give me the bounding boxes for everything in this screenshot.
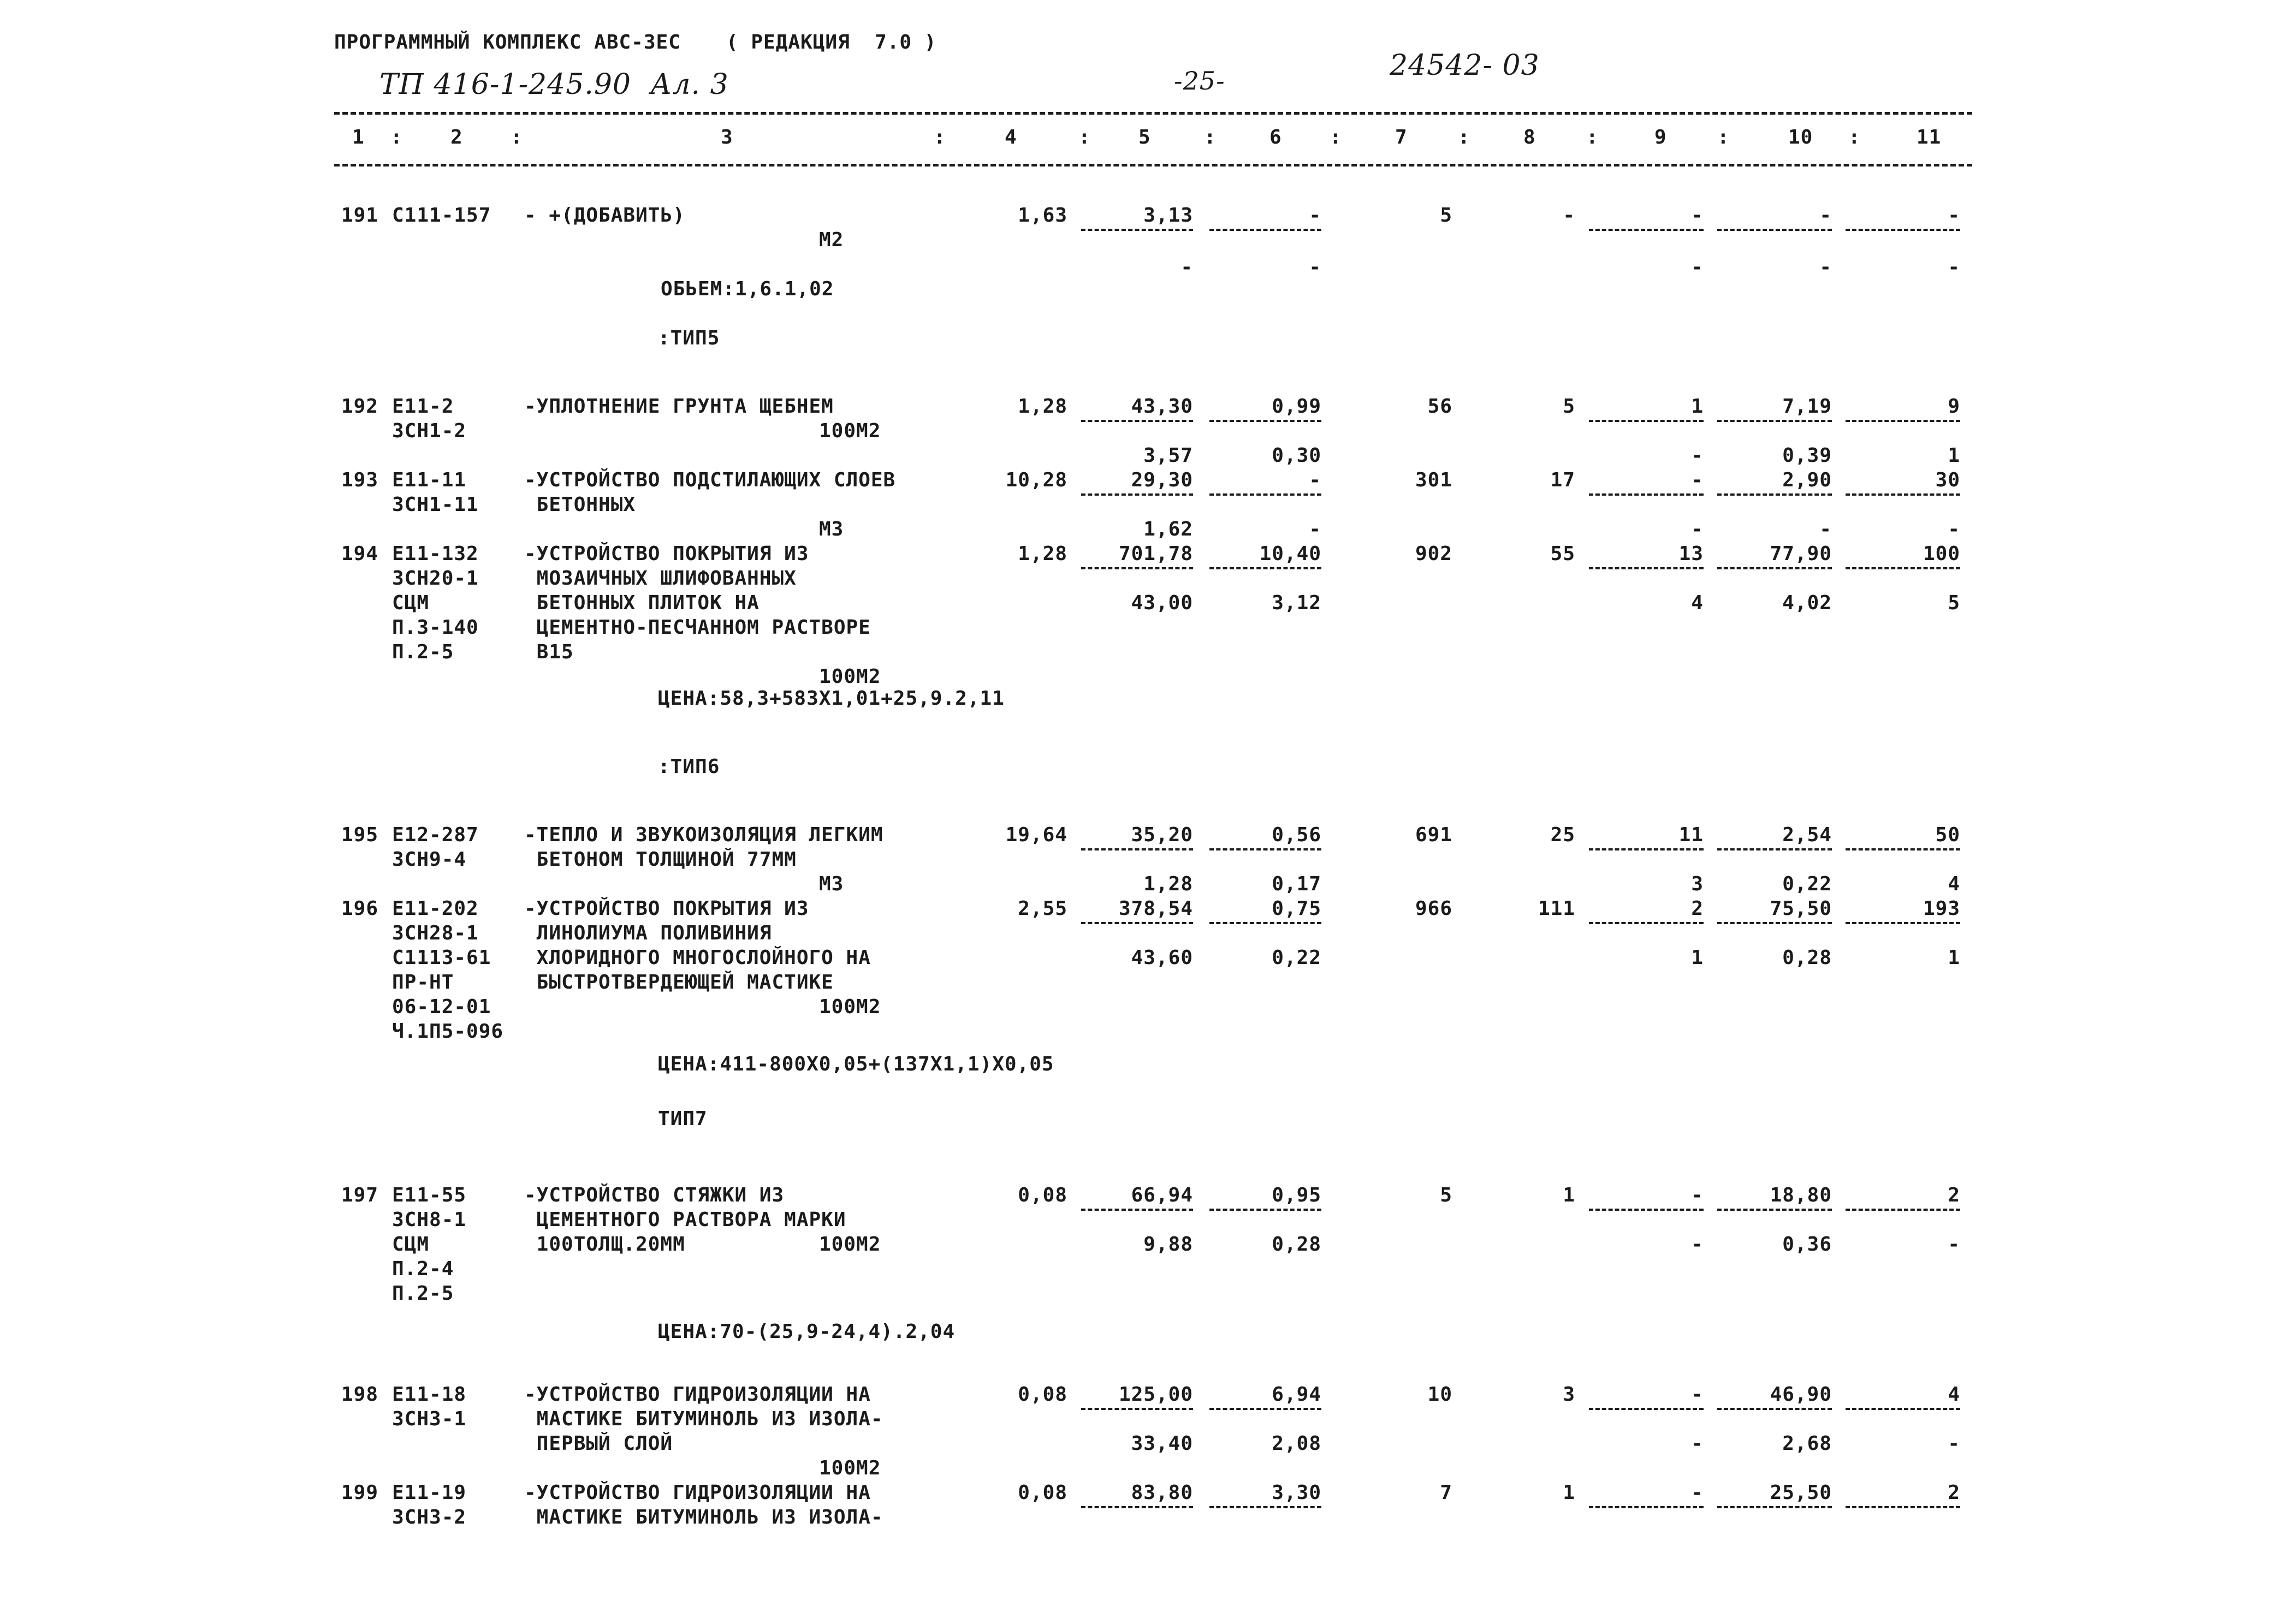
norm-code: Ч.1П5-096 <box>392 1020 504 1043</box>
norm-code: Е11-19 <box>392 1482 467 1504</box>
value-col-5: 43,30 <box>1131 395 1193 418</box>
price-note: ЦЕНА:70-(25,9-24,4).2,04 <box>658 1320 956 1343</box>
work-description: -УПЛОТНЕНИЕ ГРУНТА ЩЕБНЕМ <box>524 395 834 418</box>
fraction-rule <box>1081 1408 1193 1410</box>
norm-code: ЗСН3-1 <box>392 1408 467 1430</box>
value-col-4: 19,64 <box>1005 824 1067 846</box>
value-col-11: - <box>1948 1432 1960 1455</box>
value-col-9: 1 <box>1691 947 1704 969</box>
norm-code: СЦМ <box>392 1233 430 1256</box>
work-description: -ТЕПЛО И ЗВУКОИЗОЛЯЦИЯ ЛЕГКИМ <box>524 824 883 846</box>
value-col-9: 4 <box>1691 592 1704 614</box>
value-col-4: 0,08 <box>1018 1383 1067 1406</box>
fraction-rule <box>1846 567 1960 569</box>
norm-code: ЗСН20-1 <box>392 567 479 590</box>
value-col-5: 3,13 <box>1143 204 1193 227</box>
norm-code: Е11-132 <box>392 543 479 565</box>
value-col-4: 1,63 <box>1018 204 1067 227</box>
value-col-8: 55 <box>1550 543 1575 565</box>
item-number: 196 <box>341 897 379 920</box>
fraction-rule <box>1589 1209 1704 1211</box>
value-col-4: 1,28 <box>1018 543 1067 565</box>
value-col-9: - <box>1691 1482 1704 1504</box>
value-col-6: - <box>1309 469 1321 491</box>
value-col-11: 5 <box>1948 592 1960 614</box>
fraction-rule <box>1589 922 1704 924</box>
fraction-rule <box>1846 229 1960 231</box>
value-col-10: 18,80 <box>1770 1184 1832 1206</box>
value-col-9: - <box>1691 1383 1704 1406</box>
norm-code: П.3-140 <box>392 616 479 639</box>
fraction-rule <box>1717 229 1832 231</box>
price-note: :ТИП6 <box>658 756 720 778</box>
fraction-rule <box>1209 420 1321 422</box>
value-col-6: - <box>1309 518 1321 540</box>
work-description: - +(ДОБАВИТЬ) <box>524 204 685 227</box>
norm-code: ЗСН1-2 <box>392 420 467 442</box>
value-col-11: 4 <box>1948 873 1960 895</box>
column-header-7: 7 <box>1395 126 1408 148</box>
work-description: В15 <box>524 641 574 663</box>
column-header-3: 3 <box>721 126 733 148</box>
document-code: 24542- 03 <box>1390 49 1540 82</box>
fraction-rule <box>1589 493 1704 496</box>
fraction-rule <box>1081 567 1193 569</box>
fraction-rule <box>1717 420 1832 422</box>
price-note: :ТИП5 <box>658 327 720 349</box>
value-col-8: 111 <box>1538 897 1575 920</box>
value-col-5: - <box>1180 256 1193 278</box>
value-col-9: - <box>1691 1432 1704 1455</box>
fraction-rule <box>1846 1408 1960 1410</box>
item-number: 192 <box>341 395 379 418</box>
column-header-2: 2 <box>450 126 463 148</box>
document-reference: ТП 416-1-245.90 Ал. 3 <box>379 68 729 101</box>
norm-code: Е11-2 <box>392 395 454 418</box>
column-header-8: 8 <box>1523 126 1536 148</box>
fraction-rule <box>1717 922 1832 924</box>
value-col-7: 5 <box>1440 204 1452 227</box>
work-description: -УСТРОЙСТВО СТЯЖКИ ИЗ <box>524 1184 785 1206</box>
column-header-4: 4 <box>1005 126 1017 148</box>
fraction-rule <box>1846 420 1960 422</box>
program-title: ПРОГРАММНЫЙ КОМПЛЕКС АВС-ЗЕС <box>334 31 681 53</box>
value-col-11: 2 <box>1948 1482 1960 1504</box>
value-col-7: 902 <box>1415 543 1452 565</box>
value-col-7: 301 <box>1415 469 1452 491</box>
header-bottom-rule <box>334 164 1972 166</box>
item-number: 198 <box>341 1383 379 1406</box>
work-description: 100ТОЛЩ.20ММ <box>524 1233 685 1256</box>
value-col-5: 378,54 <box>1118 897 1193 920</box>
value-col-6: 0,99 <box>1272 395 1321 418</box>
value-col-11: 9 <box>1948 395 1960 418</box>
value-col-6: 0,30 <box>1272 444 1321 467</box>
fraction-rule <box>1081 848 1193 850</box>
value-col-7: 10 <box>1427 1383 1452 1406</box>
value-col-5: 9,88 <box>1143 1233 1193 1256</box>
item-number: 199 <box>341 1482 379 1504</box>
fraction-rule <box>1717 1408 1832 1410</box>
column-separator: : <box>511 126 523 148</box>
norm-code: Е11-18 <box>392 1383 467 1406</box>
column-separator: : <box>1717 126 1730 148</box>
value-col-4: 2,55 <box>1018 897 1067 920</box>
value-col-7: 56 <box>1427 395 1452 418</box>
value-col-10: 75,50 <box>1770 897 1832 920</box>
column-separator: : <box>390 126 403 148</box>
value-col-5: 701,78 <box>1118 543 1193 565</box>
fraction-rule <box>1209 229 1321 231</box>
work-description: ХЛОРИДНОГО МНОГОСЛОЙНОГО НА <box>524 947 871 969</box>
edition-label: ( РЕДАКЦИЯ 7.0 ) <box>726 31 937 53</box>
norm-code: Е11-55 <box>392 1184 467 1206</box>
value-col-10: 0,36 <box>1782 1233 1832 1256</box>
value-col-10: 2,68 <box>1782 1432 1832 1455</box>
fraction-rule <box>1589 420 1704 422</box>
value-col-5: 43,00 <box>1131 592 1193 614</box>
fraction-rule <box>1846 1506 1960 1508</box>
work-description: БЕТОНОМ ТОЛЩИНОЙ 77ММ <box>524 848 797 871</box>
work-description: МОЗАИЧНЫХ ШЛИФОВАННЫХ <box>524 567 797 590</box>
value-col-11: 50 <box>1935 824 1960 846</box>
value-col-6: 3,12 <box>1272 592 1321 614</box>
norm-code: ЗСН9-4 <box>392 848 467 871</box>
value-col-4: 10,28 <box>1005 469 1067 491</box>
value-col-6: 0,28 <box>1272 1233 1321 1256</box>
column-separator: : <box>1848 126 1861 148</box>
measure-unit: 100М2 <box>819 1233 881 1256</box>
work-description: -УСТРОЙСТВО ПОКРЫТИЯ ИЗ <box>524 543 809 565</box>
value-col-11: 2 <box>1948 1184 1960 1206</box>
value-col-10: 4,02 <box>1782 592 1832 614</box>
item-number: 195 <box>341 824 379 846</box>
value-col-11: 30 <box>1935 469 1960 491</box>
value-col-6: 0,75 <box>1272 897 1321 920</box>
column-header-5: 5 <box>1138 126 1151 148</box>
value-col-6: 2,08 <box>1272 1432 1321 1455</box>
value-col-6: 3,30 <box>1272 1482 1321 1504</box>
norm-code: Е11-202 <box>392 897 479 920</box>
fraction-rule <box>1081 1209 1193 1211</box>
value-col-6: 0,56 <box>1272 824 1321 846</box>
norm-code: С1113-61 <box>392 947 491 969</box>
value-col-10: 2,54 <box>1782 824 1832 846</box>
work-description: -УСТРОЙСТВО ГИДРОИЗОЛЯЦИИ НА <box>524 1482 871 1504</box>
value-col-5: 3,57 <box>1143 444 1193 467</box>
item-number: 193 <box>341 469 379 491</box>
work-description: МАСТИКЕ БИТУМИНОЛЬ ИЗ ИЗОЛА- <box>524 1408 883 1430</box>
norm-code: Е12-287 <box>392 824 479 846</box>
value-col-11: - <box>1948 1233 1960 1256</box>
value-col-5: 66,94 <box>1131 1184 1193 1206</box>
value-col-9: 11 <box>1678 824 1704 846</box>
column-separator: : <box>1586 126 1599 148</box>
value-col-6: 0,95 <box>1272 1184 1321 1206</box>
price-note: ТИП7 <box>658 1108 708 1130</box>
value-col-9: - <box>1691 469 1704 491</box>
fraction-rule <box>1209 922 1321 924</box>
value-col-10: 0,28 <box>1782 947 1832 969</box>
value-col-7: 691 <box>1415 824 1452 846</box>
value-col-5: 43,60 <box>1131 947 1193 969</box>
value-col-6: 6,94 <box>1272 1383 1321 1406</box>
page-number: -25- <box>1174 66 1225 96</box>
fraction-rule <box>1081 1506 1193 1508</box>
value-col-9: - <box>1691 1233 1704 1256</box>
value-col-5: 35,20 <box>1131 824 1193 846</box>
measure-unit: М2 <box>819 229 844 251</box>
measure-unit: М3 <box>819 873 844 895</box>
fraction-rule <box>1081 229 1193 231</box>
value-col-11: 100 <box>1923 543 1960 565</box>
value-col-11: - <box>1948 518 1960 540</box>
value-col-11: - <box>1948 256 1960 278</box>
value-col-4: 1,28 <box>1018 395 1067 418</box>
value-col-9: - <box>1691 444 1704 467</box>
fraction-rule <box>1717 1209 1832 1211</box>
norm-code: ЗСН28-1 <box>392 922 479 944</box>
value-col-5: 1,28 <box>1143 873 1193 895</box>
column-header-11: 11 <box>1917 126 1942 148</box>
value-col-5: 83,80 <box>1131 1482 1193 1504</box>
column-separator: : <box>1078 126 1091 148</box>
work-description: ПЕРВЫЙ СЛОЙ <box>524 1432 673 1455</box>
work-description: ЛИНОЛИУМА ПОЛИВИНИЯ <box>524 922 772 944</box>
value-col-9: - <box>1691 204 1704 227</box>
work-description: ЦЕМЕНТНО-ПЕСЧАННОМ РАСТВОРЕ <box>524 616 871 639</box>
fraction-rule <box>1846 493 1960 496</box>
value-col-9: - <box>1691 256 1704 278</box>
value-col-8: - <box>1563 204 1575 227</box>
value-col-10: 0,22 <box>1782 873 1832 895</box>
value-col-7: 7 <box>1440 1482 1452 1504</box>
fraction-rule <box>1717 567 1832 569</box>
column-header-9: 9 <box>1654 126 1667 148</box>
fraction-rule <box>1209 567 1321 569</box>
column-separator: : <box>1458 126 1470 148</box>
norm-code: ПР-НТ <box>392 971 454 994</box>
measure-unit: М3 <box>819 518 844 540</box>
fraction-rule <box>1589 229 1704 231</box>
fraction-rule <box>1846 848 1960 850</box>
column-separator: : <box>1204 126 1217 148</box>
value-col-7: 5 <box>1440 1184 1452 1206</box>
value-col-11: 193 <box>1923 897 1960 920</box>
value-col-8: 25 <box>1550 824 1575 846</box>
work-description: -УСТРОЙСТВО ПОКРЫТИЯ ИЗ <box>524 897 809 920</box>
fraction-rule <box>1209 1506 1321 1508</box>
norm-code: С111-157 <box>392 204 491 227</box>
work-description: -УСТРОЙСТВО ПОДСТИЛАЮЩИХ СЛОЕВ <box>524 469 896 491</box>
value-col-8: 1 <box>1563 1482 1575 1504</box>
norm-code: Е11-11 <box>392 469 467 491</box>
value-col-5: 29,30 <box>1131 469 1193 491</box>
fraction-rule <box>1717 493 1832 496</box>
value-col-8: 3 <box>1563 1383 1575 1406</box>
value-col-10: 2,90 <box>1782 469 1832 491</box>
item-number: 197 <box>341 1184 379 1206</box>
fraction-rule <box>1209 493 1321 496</box>
value-col-9: 2 <box>1691 897 1704 920</box>
value-col-8: 17 <box>1550 469 1575 491</box>
measure-unit: 100М2 <box>819 1457 881 1479</box>
work-description: БЫСТРОТВЕРДЕЮЩЕЙ МАСТИКЕ <box>524 971 834 994</box>
value-col-11: 1 <box>1948 444 1960 467</box>
value-col-10: 7,19 <box>1782 395 1832 418</box>
value-col-6: 10,40 <box>1259 543 1321 565</box>
work-description: ЦЕМЕНТНОГО РАСТВОРА МАРКИ <box>524 1209 846 1231</box>
value-col-4: 0,08 <box>1018 1482 1067 1504</box>
column-separator: : <box>1330 126 1342 148</box>
value-col-6: - <box>1309 256 1321 278</box>
value-col-11: - <box>1948 204 1960 227</box>
value-col-9: - <box>1691 518 1704 540</box>
value-col-10: - <box>1819 518 1832 540</box>
item-number: 194 <box>341 543 379 565</box>
fraction-rule <box>1209 848 1321 850</box>
price-note: ЦЕНА:411-800Х0,05+(137Х1,1)Х0,05 <box>658 1053 1054 1075</box>
column-header-6: 6 <box>1269 126 1282 148</box>
norm-code: ЗСН1-11 <box>392 493 479 516</box>
column-separator: : <box>934 126 946 148</box>
item-number: 191 <box>341 204 379 227</box>
measure-unit: 100М2 <box>819 420 881 442</box>
fraction-rule <box>1589 848 1704 850</box>
fraction-rule <box>1081 922 1193 924</box>
column-header-10: 10 <box>1788 126 1813 148</box>
norm-code: П.2-4 <box>392 1258 454 1280</box>
fraction-rule <box>1589 1408 1704 1410</box>
value-col-10: 77,90 <box>1770 543 1832 565</box>
fraction-rule <box>1081 493 1193 496</box>
value-col-9: 3 <box>1691 873 1704 895</box>
fraction-rule <box>1717 848 1832 850</box>
value-col-9: - <box>1691 1184 1704 1206</box>
fraction-rule <box>1209 1209 1321 1211</box>
fraction-rule <box>1589 1506 1704 1508</box>
norm-code: ЗСН8-1 <box>392 1209 467 1231</box>
work-description: БЕТОННЫХ <box>524 493 636 516</box>
measure-unit: 100М2 <box>819 665 881 688</box>
value-col-6: - <box>1309 204 1321 227</box>
value-col-10: - <box>1819 256 1832 278</box>
price-note: ЦЕНА:58,3+583Х1,01+25,9.2,11 <box>658 687 1005 710</box>
value-col-9: 13 <box>1678 543 1704 565</box>
fraction-rule <box>1717 1506 1832 1508</box>
work-description: БЕТОННЫХ ПЛИТОК НА <box>524 592 760 614</box>
value-col-6: 0,17 <box>1272 873 1321 895</box>
value-col-8: 5 <box>1563 395 1575 418</box>
value-col-10: 46,90 <box>1770 1383 1832 1406</box>
fraction-rule <box>1209 1408 1321 1410</box>
value-col-11: 4 <box>1948 1383 1960 1406</box>
norm-code: СЦМ <box>392 592 430 614</box>
fraction-rule <box>1846 922 1960 924</box>
work-description: МАСТИКЕ БИТУМИНОЛЬ ИЗ ИЗОЛА- <box>524 1506 883 1528</box>
value-col-11: 1 <box>1948 947 1960 969</box>
value-col-4: 0,08 <box>1018 1184 1067 1206</box>
header-top-rule <box>334 112 1972 115</box>
price-note: ОБЬЕМ:1,6.1,02 <box>661 278 834 300</box>
value-col-6: 0,22 <box>1272 947 1321 969</box>
work-description: -УСТРОЙСТВО ГИДРОИЗОЛЯЦИИ НА <box>524 1383 871 1406</box>
measure-unit: 100М2 <box>819 996 881 1018</box>
value-col-9: 1 <box>1691 395 1704 418</box>
norm-code: ЗСН3-2 <box>392 1506 467 1528</box>
fraction-rule <box>1081 420 1193 422</box>
fraction-rule <box>1846 1209 1960 1211</box>
value-col-8: 1 <box>1563 1184 1575 1206</box>
value-col-5: 1,62 <box>1143 518 1193 540</box>
value-col-10: 25,50 <box>1770 1482 1832 1504</box>
norm-code: П.2-5 <box>392 641 454 663</box>
value-col-10: - <box>1819 204 1832 227</box>
value-col-7: 966 <box>1415 897 1452 920</box>
norm-code: 06-12-01 <box>392 996 491 1018</box>
value-col-10: 0,39 <box>1782 444 1832 467</box>
fraction-rule <box>1589 567 1704 569</box>
value-col-5: 125,00 <box>1118 1383 1193 1406</box>
column-header-1: 1 <box>352 126 365 148</box>
value-col-5: 33,40 <box>1131 1432 1193 1455</box>
norm-code: П.2-5 <box>392 1282 454 1305</box>
